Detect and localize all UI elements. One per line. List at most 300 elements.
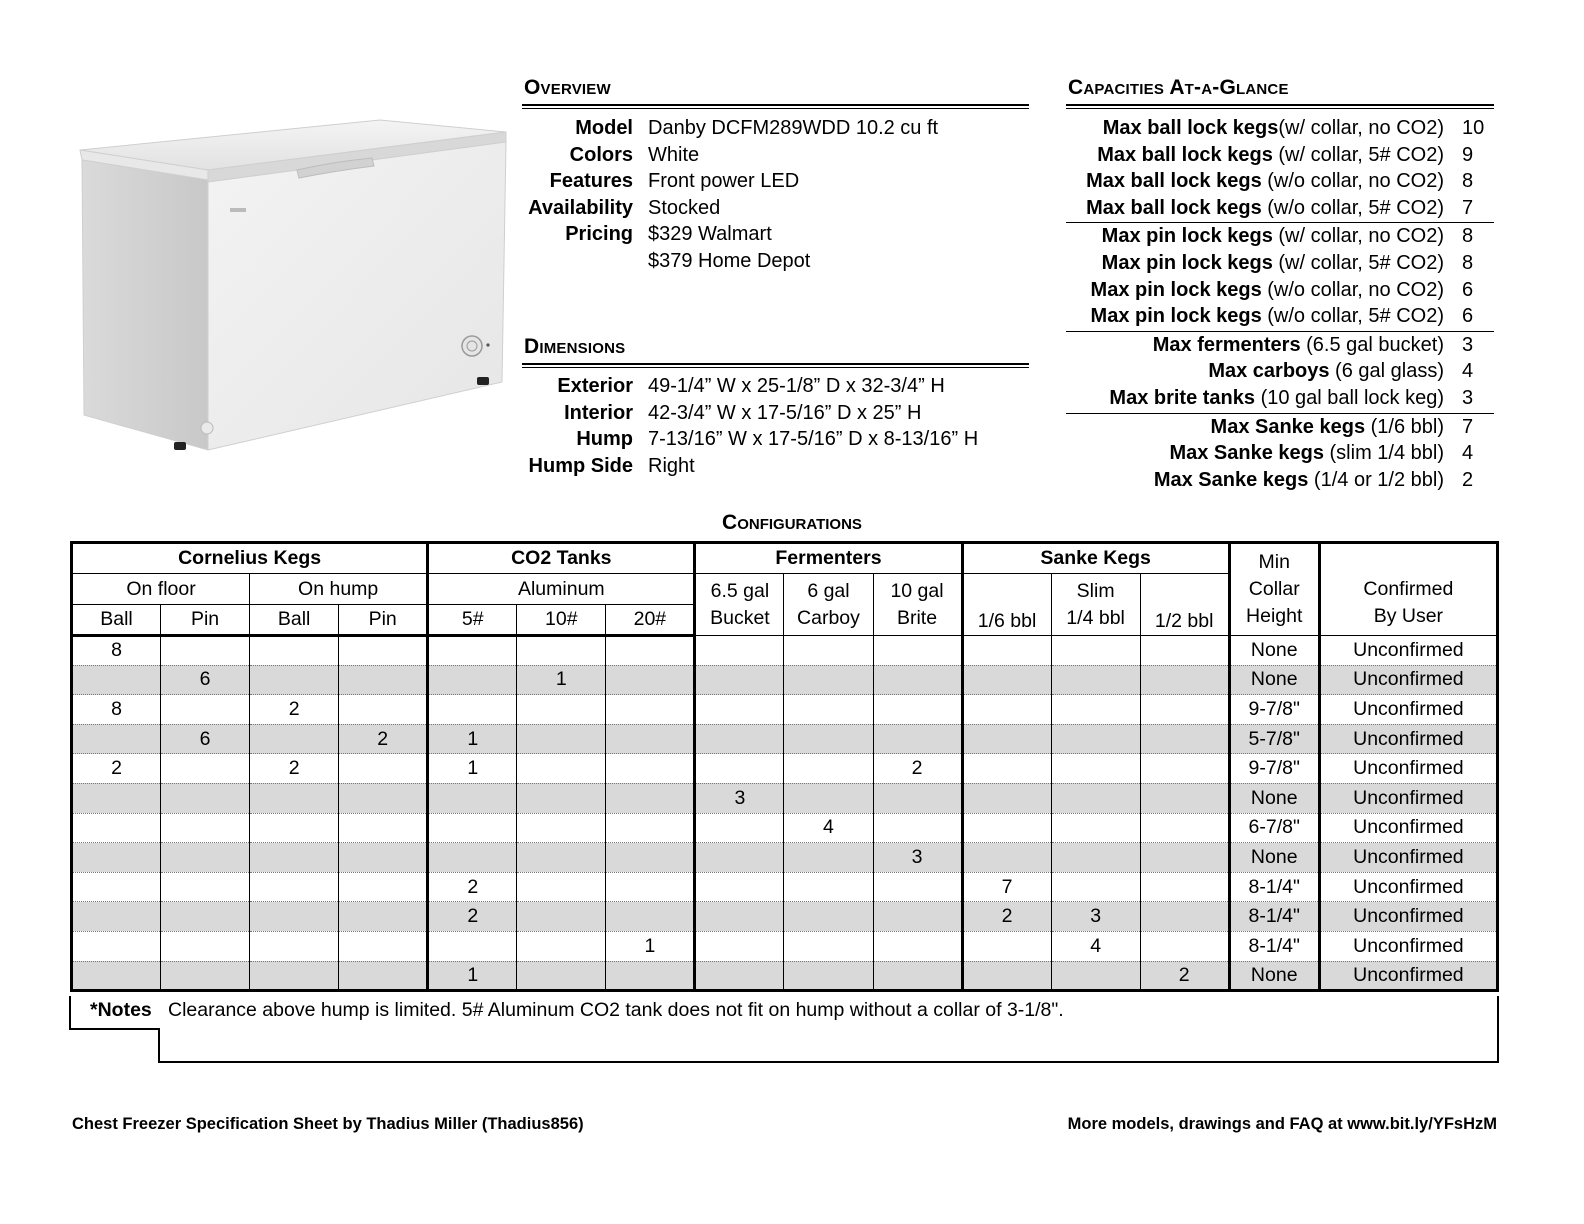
dimensions-rule xyxy=(522,363,1029,368)
config-cell: 2 xyxy=(250,754,339,784)
config-cell xyxy=(428,813,517,843)
overview-row xyxy=(522,195,938,222)
confirmed-cell: Unconfirmed xyxy=(1319,931,1497,961)
header-line: 6.5 gal xyxy=(710,579,770,602)
capacity-value: 6 xyxy=(1462,278,1474,301)
config-cell xyxy=(1140,665,1229,695)
config-cell xyxy=(1140,931,1229,961)
config-cell xyxy=(250,636,339,666)
config-cell xyxy=(517,902,606,932)
config-cell xyxy=(428,695,517,725)
header-line: 1/4 bbl xyxy=(1066,606,1125,629)
config-cell xyxy=(161,754,250,784)
config-cell xyxy=(1140,843,1229,873)
config-cell xyxy=(72,843,161,873)
config-cell xyxy=(784,724,873,754)
config-cell xyxy=(72,961,161,991)
confirmed-cell: Unconfirmed xyxy=(1319,754,1497,784)
config-cell xyxy=(428,665,517,695)
table-row xyxy=(72,843,1498,873)
dimensions-label: Interior xyxy=(564,401,633,424)
overview-rule xyxy=(522,104,1029,109)
header-co2-tanks: CO2 Tanks xyxy=(428,543,695,574)
config-cell xyxy=(428,636,517,666)
header-line: Height xyxy=(1246,605,1303,627)
min-collar-cell: None xyxy=(1229,636,1319,666)
config-cell xyxy=(1140,783,1229,813)
header-line: 6 gal xyxy=(807,579,850,602)
header-on-floor: On floor xyxy=(72,574,250,605)
config-cell xyxy=(1051,872,1140,902)
header-hump-ball: Ball xyxy=(250,605,339,636)
config-cell xyxy=(962,813,1051,843)
config-cell xyxy=(606,813,695,843)
capacity-group xyxy=(1066,414,1494,495)
capacity-label-bold: Max pin lock kegs xyxy=(1101,225,1273,248)
capacity-label-bold: Max ball lock kegs xyxy=(1102,117,1279,139)
capacity-label xyxy=(1066,332,1462,359)
config-cell xyxy=(962,783,1051,813)
header-sanke-kegs: Sanke Kegs xyxy=(962,543,1229,574)
capacities-rule xyxy=(1066,104,1494,109)
config-cell xyxy=(161,902,250,932)
confirmed-cell: Unconfirmed xyxy=(1319,843,1497,873)
capacity-label xyxy=(1066,142,1462,169)
capacity-row xyxy=(1066,467,1494,494)
header-line: By User xyxy=(1373,604,1444,627)
config-cell xyxy=(1140,695,1229,725)
capacities-list xyxy=(1066,115,1494,494)
config-cell xyxy=(784,665,873,695)
config-cell xyxy=(784,695,873,725)
config-cell xyxy=(72,813,161,843)
config-cell xyxy=(1140,872,1229,902)
capacity-label-detail: (6 gal glass) xyxy=(1329,360,1444,383)
config-cell xyxy=(161,843,250,873)
capacity-label xyxy=(1066,195,1462,222)
capacity-label-bold: Max pin lock kegs xyxy=(1090,305,1262,328)
config-cell xyxy=(695,902,784,932)
config-cell xyxy=(784,636,873,666)
header-line: Carboy xyxy=(797,606,860,629)
footer-link: More models, drawings and FAQ at www.bit.ly/YFsHzM xyxy=(1067,1115,1497,1133)
config-cell xyxy=(873,872,962,902)
config-cell xyxy=(606,754,695,784)
overview-row xyxy=(522,248,938,275)
capacity-label-detail: (1/6 bbl) xyxy=(1365,415,1444,438)
config-cell xyxy=(1051,961,1140,991)
config-cell xyxy=(339,902,428,932)
configurations-table xyxy=(70,541,1499,992)
config-cell: 3 xyxy=(695,783,784,813)
config-cell xyxy=(72,902,161,932)
header-aluminum: Aluminum xyxy=(428,574,695,605)
overview-value: $379 Home Depot xyxy=(648,249,811,272)
header-bucket xyxy=(695,574,784,636)
config-cell xyxy=(339,636,428,666)
config-cell xyxy=(1140,754,1229,784)
config-cell xyxy=(962,636,1051,666)
config-cell: 3 xyxy=(873,843,962,873)
table-row xyxy=(72,902,1498,932)
table-row xyxy=(72,636,1498,666)
config-cell: 1 xyxy=(428,754,517,784)
config-cell xyxy=(517,724,606,754)
capacity-value: 8 xyxy=(1462,251,1474,274)
confirmed-cell: Unconfirmed xyxy=(1319,724,1497,754)
header-carboy xyxy=(784,574,873,636)
capacity-label-detail: (w/ collar, 5# CO2) xyxy=(1272,143,1444,166)
table-row xyxy=(72,931,1498,961)
capacity-label xyxy=(1066,223,1462,250)
config-cell xyxy=(962,931,1051,961)
config-cell xyxy=(873,961,962,991)
config-cell xyxy=(1140,724,1229,754)
min-collar-cell: 8-1/4" xyxy=(1229,872,1319,902)
config-cell xyxy=(428,931,517,961)
config-cell xyxy=(250,724,339,754)
capacity-value: 3 xyxy=(1462,333,1474,356)
config-cell: 1 xyxy=(428,724,517,754)
capacity-label-bold: Max ball lock kegs xyxy=(1097,143,1273,166)
header-brite xyxy=(873,574,962,636)
config-cell xyxy=(962,724,1051,754)
header-cornelius-kegs: Cornelius Kegs xyxy=(72,543,428,574)
config-cell xyxy=(873,931,962,961)
config-cell xyxy=(517,783,606,813)
config-cell xyxy=(339,665,428,695)
table-row xyxy=(72,813,1498,843)
config-cell xyxy=(1140,636,1229,666)
config-cell xyxy=(161,695,250,725)
overview-label: Features xyxy=(549,170,633,193)
config-cell xyxy=(962,843,1051,873)
capacity-row xyxy=(1066,168,1494,195)
header-20lb: 20# xyxy=(606,605,695,636)
config-cell xyxy=(517,843,606,873)
config-cell xyxy=(1140,902,1229,932)
confirmed-cell: Unconfirmed xyxy=(1319,783,1497,813)
capacity-label xyxy=(1066,303,1462,330)
min-collar-cell: 6-7/8" xyxy=(1229,813,1319,843)
config-cell xyxy=(873,724,962,754)
config-cell: 8 xyxy=(72,695,161,725)
overview-label: Model xyxy=(575,117,633,139)
confirmed-cell: Unconfirmed xyxy=(1319,872,1497,902)
chest-freezer-image xyxy=(72,110,522,470)
table-row xyxy=(72,665,1498,695)
confirmed-cell: Unconfirmed xyxy=(1319,902,1497,932)
config-cell xyxy=(1051,636,1140,666)
capacity-label-detail: (slim 1/4 bbl) xyxy=(1323,442,1444,465)
min-collar-cell: None xyxy=(1229,843,1319,873)
config-cell xyxy=(695,843,784,873)
capacity-value: 4 xyxy=(1462,442,1474,465)
config-cell xyxy=(72,931,161,961)
dimensions-value: 7-13/16” W x 17-5/16” D x 8-13/16” H xyxy=(648,428,979,451)
config-cell xyxy=(250,813,339,843)
config-cell xyxy=(962,961,1051,991)
capacity-row xyxy=(1066,332,1494,359)
config-cell xyxy=(606,872,695,902)
config-cell xyxy=(161,813,250,843)
config-cell xyxy=(339,843,428,873)
capacity-row xyxy=(1066,385,1494,412)
table-row xyxy=(72,724,1498,754)
overview-row xyxy=(522,142,938,169)
config-cell xyxy=(339,695,428,725)
config-cell xyxy=(517,813,606,843)
capacity-label-detail: (w/o collar, 5# CO2) xyxy=(1261,305,1444,328)
confirmed-cell: Unconfirmed xyxy=(1319,665,1497,695)
config-cell: 6 xyxy=(161,724,250,754)
min-collar-cell: None xyxy=(1229,961,1319,991)
dimensions-label: Hump Side xyxy=(528,454,633,477)
header-line: 10 gal xyxy=(890,579,944,602)
header-fermenters: Fermenters xyxy=(695,543,962,574)
min-collar-cell: 9-7/8" xyxy=(1229,754,1319,784)
header-confirmed-by-user xyxy=(1319,543,1497,636)
capacity-label xyxy=(1066,467,1462,494)
dimensions-row xyxy=(522,453,978,480)
config-cell: 7 xyxy=(962,872,1051,902)
config-cell xyxy=(695,695,784,725)
min-collar-cell: 5-7/8" xyxy=(1229,724,1319,754)
confirmed-cell: Unconfirmed xyxy=(1319,961,1497,991)
confirmed-cell: Unconfirmed xyxy=(1319,813,1497,843)
table-row xyxy=(72,783,1498,813)
capacity-row xyxy=(1066,142,1494,169)
header-on-hump: On hump xyxy=(250,574,428,605)
config-cell: 2 xyxy=(250,695,339,725)
config-cell xyxy=(784,783,873,813)
min-collar-cell: 9-7/8" xyxy=(1229,695,1319,725)
config-cell xyxy=(962,695,1051,725)
dimensions-label: Exterior xyxy=(557,375,633,397)
config-cell xyxy=(339,813,428,843)
config-cell xyxy=(72,724,161,754)
capacity-row xyxy=(1066,440,1494,467)
config-cell xyxy=(695,813,784,843)
table-row xyxy=(72,961,1498,991)
capacity-value: 8 xyxy=(1462,225,1474,248)
header-half-bbl: 1/2 bbl xyxy=(1140,574,1229,636)
config-cell xyxy=(784,872,873,902)
config-cell xyxy=(517,961,606,991)
config-cell xyxy=(784,961,873,991)
capacity-group xyxy=(1066,223,1494,331)
config-cell xyxy=(339,961,428,991)
header-line: Slim xyxy=(1076,579,1115,602)
config-cell xyxy=(784,754,873,784)
config-cell: 2 xyxy=(428,872,517,902)
capacity-label xyxy=(1066,250,1462,277)
config-cell xyxy=(873,783,962,813)
config-cell xyxy=(784,902,873,932)
config-cell xyxy=(1051,724,1140,754)
config-cell xyxy=(606,724,695,754)
capacity-row xyxy=(1066,115,1494,142)
overview-label xyxy=(522,248,648,275)
capacity-label xyxy=(1066,277,1462,304)
dimensions-list xyxy=(522,373,978,479)
config-cell xyxy=(161,872,250,902)
capacity-label-detail: (6.5 gal bucket) xyxy=(1300,333,1444,356)
notes-label: *Notes xyxy=(90,999,152,1021)
overview-value: $329 Walmart xyxy=(648,223,772,246)
config-cell xyxy=(784,843,873,873)
config-cell: 4 xyxy=(784,813,873,843)
capacity-label-bold: Max brite tanks xyxy=(1109,386,1256,409)
capacity-label-detail: (w/o collar, no CO2) xyxy=(1261,278,1444,301)
config-cell: 2 xyxy=(72,754,161,784)
capacity-label-bold: Max pin lock kegs xyxy=(1090,278,1262,301)
capacity-label xyxy=(1066,414,1462,441)
overview-list xyxy=(522,115,938,275)
capacity-label-detail: (w/ collar, no CO2) xyxy=(1278,117,1444,139)
config-cell xyxy=(250,665,339,695)
config-cell xyxy=(517,695,606,725)
configurations-heading: Configurations xyxy=(722,511,862,534)
capacity-value: 8 xyxy=(1462,170,1474,193)
capacity-value: 2 xyxy=(1462,468,1474,491)
config-cell: 2 xyxy=(1140,961,1229,991)
overview-value: Stocked xyxy=(648,196,721,219)
overview-value: White xyxy=(648,143,700,166)
notes-text: Clearance above hump is limited. 5# Aluminum CO2 tank does not fit on hump without a collar of 3-1/8". xyxy=(168,999,1064,1021)
config-cell xyxy=(962,754,1051,784)
dimensions-row xyxy=(522,400,978,427)
config-cell xyxy=(161,931,250,961)
config-cell xyxy=(339,872,428,902)
capacity-value: 4 xyxy=(1462,360,1474,383)
config-cell xyxy=(72,872,161,902)
capacity-group xyxy=(1066,332,1494,414)
config-cell xyxy=(250,961,339,991)
configurations-body xyxy=(72,636,1498,991)
dimensions-value: Right xyxy=(648,454,695,477)
header-floor-ball: Ball xyxy=(72,605,161,636)
config-cell xyxy=(161,783,250,813)
dimensions-value: 49-1/4” W x 25-1/8” D x 32-3/4” H xyxy=(648,375,945,397)
header-line: Collar xyxy=(1248,578,1300,600)
header-line: Brite xyxy=(896,606,938,629)
config-cell xyxy=(873,902,962,932)
config-cell xyxy=(695,754,784,784)
config-cell: 1 xyxy=(428,961,517,991)
config-cell: 3 xyxy=(1051,902,1140,932)
dimensions-heading: Dimensions xyxy=(524,335,626,358)
capacity-group xyxy=(1066,115,1494,223)
config-cell xyxy=(1140,813,1229,843)
config-cell: 2 xyxy=(873,754,962,784)
confirmed-cell: Unconfirmed xyxy=(1319,695,1497,725)
config-cell xyxy=(428,843,517,873)
overview-row xyxy=(522,115,938,142)
table-row xyxy=(72,754,1498,784)
config-cell: 8 xyxy=(72,636,161,666)
overview-row xyxy=(522,168,938,195)
table-row xyxy=(72,695,1498,725)
config-cell xyxy=(784,931,873,961)
header-sixth-bbl: 1/6 bbl xyxy=(962,574,1051,636)
config-cell xyxy=(695,724,784,754)
config-cell xyxy=(606,843,695,873)
capacity-label xyxy=(1066,115,1462,142)
config-cell xyxy=(250,902,339,932)
capacity-label-bold: Max pin lock kegs xyxy=(1101,251,1273,274)
capacity-row xyxy=(1066,250,1494,277)
capacity-label xyxy=(1066,168,1462,195)
min-collar-cell: None xyxy=(1229,783,1319,813)
config-cell xyxy=(606,961,695,991)
dimensions-row xyxy=(522,373,978,400)
config-cell xyxy=(1051,783,1140,813)
overview-value: Danby DCFM289WDD 10.2 cu ft xyxy=(648,117,939,139)
capacity-label-detail: (w/o collar, 5# CO2) xyxy=(1261,196,1444,219)
config-cell xyxy=(339,931,428,961)
config-cell xyxy=(517,636,606,666)
capacity-label xyxy=(1066,358,1462,385)
capacity-row xyxy=(1066,195,1494,222)
capacity-label-detail: (10 gal ball lock keg) xyxy=(1255,386,1444,409)
capacity-row xyxy=(1066,414,1494,441)
overview-label: Availability xyxy=(528,196,633,219)
confirmed-cell: Unconfirmed xyxy=(1319,636,1497,666)
capacity-label-bold: Max Sanke kegs xyxy=(1153,468,1309,491)
config-cell xyxy=(161,961,250,991)
min-collar-cell: None xyxy=(1229,665,1319,695)
config-cell xyxy=(1051,754,1140,784)
overview-label: Pricing xyxy=(565,223,633,246)
config-cell xyxy=(339,754,428,784)
config-cell xyxy=(1051,813,1140,843)
config-cell: 1 xyxy=(517,665,606,695)
header-line: Confirmed xyxy=(1363,577,1454,600)
capacity-value: 7 xyxy=(1462,415,1474,438)
config-cell xyxy=(606,902,695,932)
capacity-label-bold: Max Sanke kegs xyxy=(1169,442,1324,465)
header-floor-pin: Pin xyxy=(161,605,250,636)
capacity-label-detail: (w/ collar, 5# CO2) xyxy=(1272,251,1444,274)
config-cell xyxy=(606,695,695,725)
capacity-label-detail: (w/ collar, no CO2) xyxy=(1272,225,1444,248)
table-row xyxy=(72,872,1498,902)
capacity-label-bold: Max ball lock kegs xyxy=(1086,196,1262,219)
min-collar-cell: 8-1/4" xyxy=(1229,902,1319,932)
config-cell: 2 xyxy=(962,902,1051,932)
config-cell xyxy=(250,783,339,813)
capacity-label xyxy=(1066,385,1462,412)
config-cell xyxy=(695,961,784,991)
config-cell: 2 xyxy=(339,724,428,754)
config-cell xyxy=(606,636,695,666)
config-cell xyxy=(517,754,606,784)
header-line: Min xyxy=(1258,551,1290,573)
config-cell xyxy=(873,665,962,695)
capacities-heading: Capacities At-a-Glance xyxy=(1068,76,1289,99)
config-cell xyxy=(1051,843,1140,873)
config-cell xyxy=(517,931,606,961)
header-hump-pin: Pin xyxy=(339,605,428,636)
capacity-label-detail: (1/4 or 1/2 bbl) xyxy=(1308,468,1444,491)
config-cell xyxy=(339,783,428,813)
header-10lb: 10# xyxy=(517,605,606,636)
config-cell xyxy=(873,636,962,666)
capacity-value: 9 xyxy=(1462,143,1474,166)
config-cell xyxy=(606,783,695,813)
config-cell xyxy=(873,695,962,725)
